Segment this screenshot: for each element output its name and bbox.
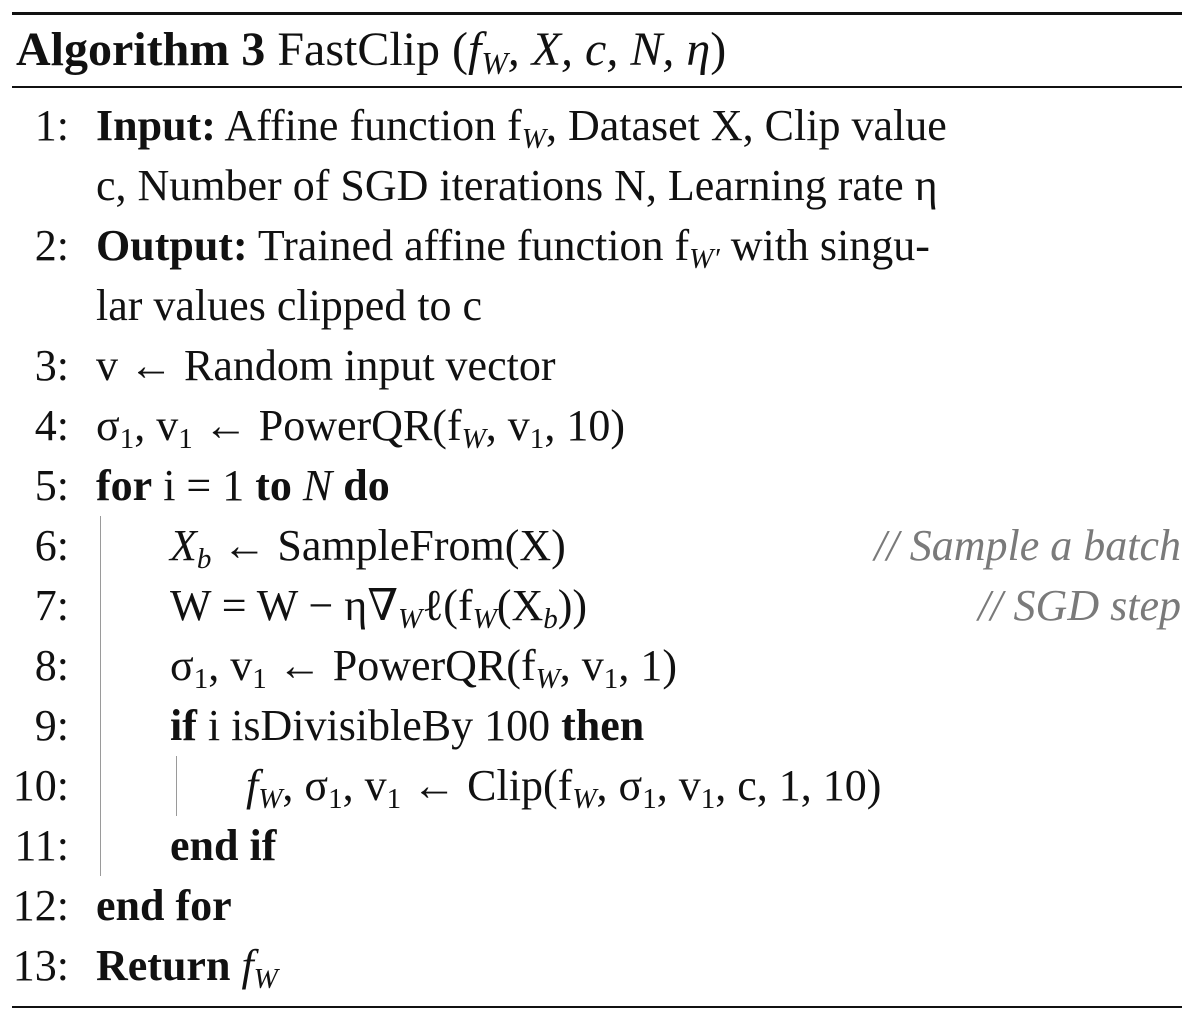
algo-line-4: [0, 396, 1197, 456]
line-comment: // SGD step: [978, 581, 1181, 630]
line-comment: // Sample a batch: [874, 521, 1181, 570]
line-content: $X_b$ ← SampleFrom(X): [170, 521, 566, 576]
algo-line-12: [0, 876, 1197, 936]
line-content: lar values clipped to c: [96, 281, 483, 330]
line-content: $\sigma_1$, $v_1$ ← $PowerQR(f_W$, $v_1$, 10): [96, 401, 625, 456]
algo-line-2: [0, 216, 1197, 276]
algo-line-10: [0, 756, 1197, 816]
line-content: $W = W - \eta\nabla_W\ell(f_W(X_b))$: [170, 581, 588, 636]
line-content: $\sigma_1$, $v_1$ ← $PowerQR(f_W$, $v_1$, 1): [170, 641, 677, 696]
algo-line-9: [0, 696, 1197, 756]
bottom-rule: [12, 1006, 1182, 1008]
top-rule: [12, 12, 1182, 15]
algo-line-13: [0, 936, 1197, 996]
header-rule: [12, 86, 1182, 88]
line-number: 3:: [34, 341, 69, 390]
line-content: Output: Trained affine function $f_{W'}$ with singu-: [96, 221, 930, 276]
line-number: 10:: [12, 761, 69, 810]
line-number: 11:: [14, 821, 69, 870]
line-number: 6:: [34, 521, 69, 570]
line-content: v ← Random input vector: [96, 341, 556, 390]
line-number: 4:: [34, 401, 69, 450]
line-number: 7:: [34, 581, 69, 630]
algo-line-1-cont: [0, 156, 1197, 216]
line-number: 8:: [34, 641, 69, 690]
algo-line-11: [0, 816, 1197, 876]
line-number: 2:: [34, 221, 69, 270]
line-content: end if: [170, 821, 277, 870]
algorithm-title: [16, 20, 726, 80]
line-content: Return $f_W$: [96, 941, 278, 996]
line-content: end for: [96, 881, 232, 930]
algorithm-name: FastClip: [277, 23, 441, 76]
algo-line-6: [0, 516, 1197, 576]
algo-line-1: [0, 96, 1197, 156]
line-content: Input: Affine function $f_W$, Dataset X, Clip value: [96, 101, 947, 156]
line-number: 1:: [34, 101, 69, 150]
line-content: if i isDivisibleBy 100 then: [170, 701, 645, 750]
algo-line-7: [0, 576, 1197, 636]
algo-line-3: [0, 336, 1197, 396]
line-number: 9:: [34, 701, 69, 750]
algo-line-8: [0, 636, 1197, 696]
algorithm-signature: ($f_W$, X, c, N, η): [452, 23, 727, 81]
line-number: 5:: [34, 461, 69, 510]
line-number: 13:: [12, 941, 69, 990]
line-content: for i = 1 to N do: [96, 461, 390, 510]
algorithm-label: Algorithm 3: [16, 23, 266, 76]
line-content: c, Number of SGD iterations N, Learning rate η: [96, 161, 938, 210]
algo-line-2-cont: [0, 276, 1197, 336]
line-number: 12:: [12, 881, 69, 930]
algo-line-5: [0, 456, 1197, 516]
line-content: $f_W$, $\sigma_1$, $v_1$ ← $Clip(f_W$, $\sigma_1$, $v_1$, c, 1, 10): [246, 761, 882, 816]
